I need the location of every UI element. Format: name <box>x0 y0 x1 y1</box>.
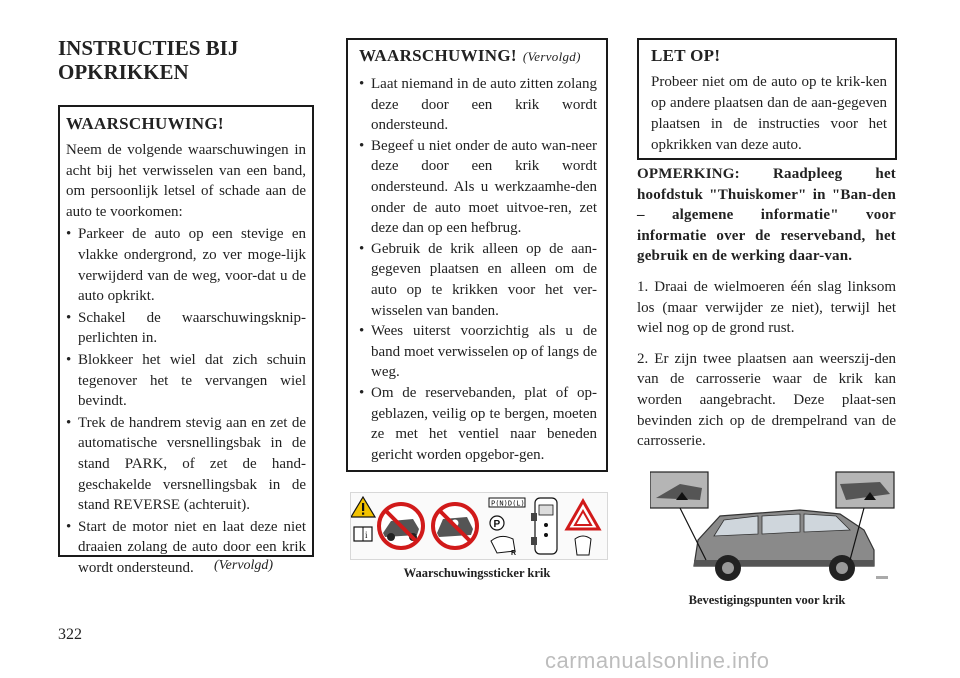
caution-text: Probeer niet om de auto op te krik-ken op andere plaatsen dan de aan-gegeven plaatsen in de instructies voor het opkrikken van deze auto. <box>651 74 887 153</box>
right-column-text <box>637 164 896 462</box>
minivan-illustration <box>694 510 874 581</box>
jack-point-front-detail <box>650 472 708 560</box>
svg-text:i: i <box>365 530 368 540</box>
no-crawl-under-car-icon <box>379 504 423 548</box>
reverse-letter: R <box>511 550 517 557</box>
list-item: • Trek de handrem stevig aan en zet de automatische versnellingsbak in de stand PARK, of zet de hand-geschakelde versnellingsbak in de stand REVERSE (achteruit). <box>66 413 306 516</box>
warning-intro: Neem de volgende waarschuwingen in acht bij het verwisselen van een band, om persoonlijk letsel of schade aan de auto te voorkomen: <box>66 142 306 220</box>
step-1: 1. Draai de wielmoeren één slag linksom los (maar verwijder ze niet), terwijl het wiel nog op de grond rust. <box>637 278 896 337</box>
jack-points-figure <box>650 470 898 586</box>
page-title-line-2: OPKRIKKEN <box>58 60 189 84</box>
caution-heading: LET OP! <box>651 46 721 65</box>
jack-points-diagram-icon <box>531 498 557 554</box>
warning-heading: WAARSCHUWING! <box>66 114 224 133</box>
panel-label: P(N)D(L) <box>491 499 525 508</box>
warning-box-2 <box>346 38 608 472</box>
figure-code-mark <box>876 576 888 579</box>
list-item: • Gebruik de krik alleen op de aan-gegeven plaatsen en alleen om de auto op te krikken voor het ver-wisselen van banden. <box>359 239 597 321</box>
warning-triangle-icon <box>351 497 375 517</box>
page-title-line-1: INSTRUCTIES BIJ <box>58 36 239 60</box>
step-2: 2. Er zijn twee plaatsen aan weerszij-den van de carrosserie waar de krik kan worden aangebracht. Deze plaat-sen bevinden zich op de drempelrand van de carrosserie. <box>637 350 896 450</box>
list-item: • Blokkeer het wiel dat zich schuin tegenover het te vervangen wiel bevindt. <box>66 350 306 412</box>
figure-caption-sticker: Waarschuwingssticker krik <box>403 566 551 580</box>
figure-caption-car: Bevestigingspunten voor krik <box>688 593 846 607</box>
warning-heading-text: WAARSCHUWING! <box>359 46 517 65</box>
page-title <box>58 36 308 84</box>
note-paragraph: OPMERKING: Raadpleeg het hoofdstuk "Thuiskomer" in "Ban-den – algemene informatie" voor informatie over de reserveband, het gebruik en de werking daar-van. <box>637 166 896 265</box>
warning-list-2 <box>359 74 597 465</box>
list-item: • Begeef u niet onder de auto wan-neer deze door een krik wordt ondersteund. Als u werkzaamhe-den onder de auto moet uitvoe-ren, zet deze dan op een hefbrug. <box>359 136 597 239</box>
list-item: • Parkeer de auto op een stevige en vlakke ondergrond, zo ver moge-lijk verwijderd van de weg, voor-dat u de auto opkrikt. <box>66 224 306 306</box>
no-person-in-car-icon <box>433 504 477 548</box>
list-item: • Schakel de waarschuwingsknip-perlichten in. <box>66 308 306 349</box>
warning-list-1 <box>66 224 306 578</box>
list-item: • Laat niemand in de auto zitten zolang deze door een krik wordt ondersteund. <box>359 74 597 136</box>
watermark: carmanualsonline.info <box>545 648 770 673</box>
continued-label: (Vervolgd) <box>214 558 274 573</box>
warning-heading-continued <box>359 46 597 66</box>
manual-book-icon <box>354 527 372 541</box>
jack-warning-sticker <box>350 492 608 560</box>
hazard-lights-icon <box>567 501 599 555</box>
list-item: • Wees uiterst voorzichtig als u de band moet verwisselen op of langs de weg. <box>359 321 597 383</box>
list-item: • Start de motor niet en laat deze niet draaien zolang de auto door een krik wordt ondersteund. <box>66 517 306 579</box>
page-number: 322 <box>58 626 82 643</box>
gear-selector-park-icon <box>489 498 525 557</box>
list-item: • Om de reservebanden, plat of op-geblazen, veilig op te bergen, moeten ze met het ventiel naar beneden gericht worden opgebor-gen. <box>359 383 597 465</box>
continued-tag: (Vervolgd) <box>522 49 581 64</box>
park-letter: P <box>493 519 501 530</box>
caution-box <box>637 38 897 160</box>
